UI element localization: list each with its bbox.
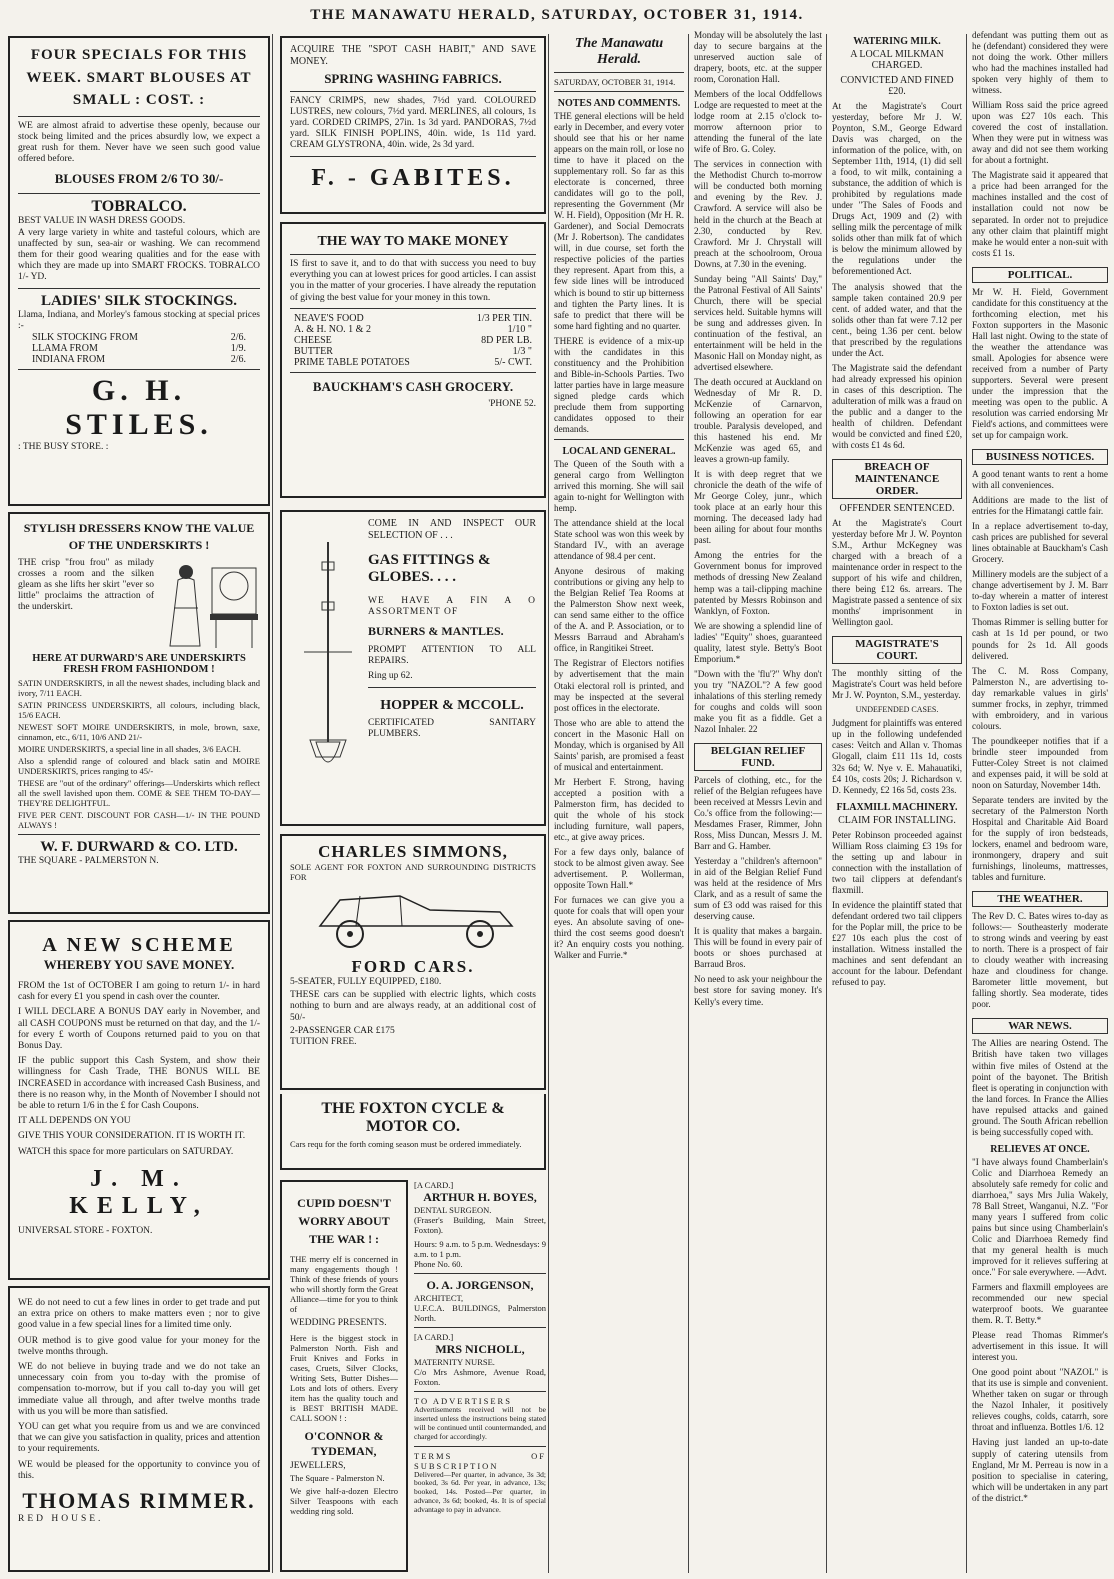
article-paragraph: Monday will be absolutely the last day to secure bargains at the unreserved auction sale of drapery, boots, etc. at the supper room, Coronation Hall.	[694, 30, 822, 85]
advertiser-sub: JEWELLERS,	[290, 1461, 346, 1472]
card-heading: TO ADVERTISERS	[414, 1396, 512, 1407]
ad-line: COME IN AND INSPECT OUR SELECTION OF . . .	[368, 518, 536, 541]
card-heading: TERMS OF SUBSCRIPTION	[414, 1450, 546, 1471]
phone-number: Ring up 62.	[368, 671, 413, 682]
article-paragraph: Having just landed an up-to-date supply of catering utensils from England, Mr M. Perreau is now in a position to specialise in catering, which will be undertaken in any part of the district.*	[972, 1437, 1108, 1503]
section-heading: BREACH OF MAINTENANCE ORDER.	[832, 459, 962, 499]
phone-number: 'PHONE 52.	[488, 398, 536, 409]
item-price: 8D PER LB.	[481, 334, 532, 346]
card-title: DENTAL SURGEON.	[414, 1205, 492, 1216]
column-rule	[688, 34, 689, 1573]
advertiser-name: THE FOXTON CYCLE & MOTOR CO.	[321, 1100, 505, 1136]
ad-sub: WHEREBY YOU SAVE MONEY.	[43, 957, 235, 972]
ad-body: IS first to save it, and to do that with success you need to buy everything you can at lowest prices for good articles. I can assist you in the matter of your groceries. I have already the reputation of giving the best value for your money in this town.	[290, 259, 536, 303]
article-paragraph: The attendance shield at the local State school was won this week by Standard IV., with an average attendance of 98.4 per cent.	[554, 518, 684, 562]
ad-line: NEWEST SOFT MOIRE UNDERSKIRTS, in mole, brown, saxe, cinnamon, etc., 6/11, 10/6 AND 21/-	[18, 721, 260, 742]
item-price: 1/9.	[230, 342, 246, 354]
price-list	[290, 313, 536, 368]
section-heading: NOTES AND COMMENTS.	[557, 98, 681, 110]
advertiser-name: THOMAS RIMMER.	[22, 1488, 256, 1514]
ad-body: IF the public support this Cash System, and show their willingness for Cash Trade, THE BONUS WILL BE INCREASED in accordance with increased Cash Business, and there is no reason why, in the Month of November I should not be able to return 1/6 in the £ for Cash Coupons.	[18, 1056, 260, 1112]
ad-hopper-mccoll	[280, 510, 546, 826]
article-paragraph: At the Magistrate's Court yesterday, before Mr J. W. Poynton, S.M., George Edward Davis was charged, on the information of the police, with, on September 11th, 1914, (1) did sell a food, to wit milk, containing a substance, the addition of which is prohibited by regulations made under "The Sales of Foods and Drugs Act, 1909 and (2) with selling milk the percentage of milk solids other than milk fat of which is below the minimum allowed by the regulations under the beforementioned Act.	[832, 101, 962, 277]
article-paragraph: Among the entries for the Government bonus for improved methods of dressing New Zealand hemp was a tail-clipping machine patented by Messrs Robinson and Wanklyn, of Foxton.	[694, 550, 822, 616]
ad-body: WE are almost afraid to advertise these openly, because our stock being limited and the prices absurdly low, we expect a great rush for them. Never have we seen such good value offered before.	[18, 120, 260, 165]
ad-heading: BURNERS & MANTLES.	[368, 624, 504, 638]
item-name: BUTTER	[294, 345, 333, 357]
item-price: 1/10 "	[507, 323, 532, 335]
section-subheading: UNDEFENDED CASES.	[855, 705, 939, 715]
section-heading: THE WEATHER.	[972, 891, 1108, 907]
ad-body: THE crisp "frou frou" as milady crosses a room and the silken gleam as she lifts her skirt "ever so little" proclaims the attraction of the underskirt.	[18, 557, 154, 613]
ad-line: PROMPT ATTENTION TO ALL REPAIRS.	[368, 645, 536, 667]
section-subheading: CLAIM FOR INSTALLING.	[838, 814, 956, 826]
ad-line: SATIN PRINCESS UNDERSKIRTS, all colours, including black, 15/6 EACH.	[18, 699, 260, 720]
item-name: NEAVE'S FOOD	[294, 312, 364, 324]
ad-body: WATCH this space for more particulars on SATURDAY.	[18, 1146, 234, 1157]
ad-heading: TOBRALCO.	[91, 198, 187, 216]
article-paragraph: Those who are able to attend the concert in the Masonic Hall on Monday, which is organised by All Saints' parish, are promised a feast of musical and entertainment.	[554, 717, 684, 772]
ad-line: BLOUSES FROM 2/6 TO 30/-	[54, 171, 224, 187]
ad-heading: THE WAY TO MAKE MONEY	[317, 234, 509, 249]
ad-lines	[18, 678, 260, 830]
ad-body: THESE cars can be supplied with electric lights, which costs nothing to burn and are always ready, at an additional cost of 50/-	[290, 990, 536, 1023]
article-paragraph: The monthly sitting of the Magistrate's Court was held before Mr J. W. Poynton, S.M., yesterday.	[832, 668, 962, 701]
article-paragraph: "I have always found Chamberlain's Colic and Diarrhoea Remedy an absolutely safe remedy for colic and diarrhoea," says Mrs Julia Wakely, 78 Ball Street, Wanganui, N.Z. "For many years I suffered from colic pains but since using Chamberlain's Colic and Diarrhoea Remedy find that my general health is much improved for it relieves suffering at once." For sale everywhere. —Advt.	[972, 1156, 1108, 1278]
ad-line: FIVE PER CENT. DISCOUNT FOR CASH—1/- IN THE POUND ALWAYS !	[18, 809, 260, 830]
article-paragraph: For furnaces we can give you a quote for coals that will open your eyes. An absolute saving of one-third the cost seems good doesn't it? An enquiry costs you nothing. Walker and Furrie.*	[554, 895, 684, 961]
ad-heading: CUPID DOESN'T WORRY ABOUT THE WAR ! :	[297, 1196, 391, 1246]
column-rule	[966, 34, 967, 1573]
card-hours: Hours: 9 a.m. to 5 p.m. Wednesdays: 9 a.m. to 1 p.m.	[414, 1239, 546, 1260]
ad-heading: STYLISH DRESSERS KNOW THE VALUE OF THE UNDERSKIRTS !	[23, 521, 255, 552]
card-body: Advertisements received will not be inserted unless the instructions being stated will be continued until countermanded, and charged for accordingly.	[414, 1405, 546, 1441]
item-name: A. & H. NO. 1 & 2	[294, 323, 371, 335]
ad-body: WE would be pleased for the opportunity to convince you of this.	[18, 1459, 260, 1481]
ad-line: MOIRE UNDERSKIRTS, a special line in all shades, 3/6 EACH.	[18, 743, 241, 754]
section-heading: WAR NEWS.	[972, 1018, 1108, 1034]
lady-at-dresser-illustration	[160, 558, 260, 650]
section-heading: POLITICAL.	[972, 267, 1108, 283]
card-name: ARTHUR H. BOYES,	[423, 1190, 537, 1205]
article-paragraph: The Allies are nearing Ostend. The British have taken two villages within five miles of Ostend at the point of the bayonet. The British fleet is operating in conjunction with the land forces. In France the Allies have repulsed attacks and gained ground. The South African rebellion is being successfully coped with.	[972, 1038, 1108, 1137]
ad-gabites	[280, 36, 546, 214]
article-paragraph: At the Magistrate's Court yesterday before Mr J. W. Poynton S.M., Arthur McKegney was charged with a breach of a maintenance order in respect to the support of his wife and children, there being £12 6s. arrears. The Magistrate passed a sentence of six months' imprisonment in Wellington gaol.	[832, 517, 962, 628]
article-paragraph: We are showing a splendid line of ladies' "Equity" shoes, guaranteed quality, latest style. Betty's Boot Emporium.*	[694, 620, 822, 664]
ad-body: YOU can get what you require from us and we are convinced that we can give you satisfaction in quality, prices and attention to your requirements.	[18, 1422, 260, 1455]
ad-foxton-cycle	[280, 1094, 546, 1170]
item-price: 5/- CWT.	[494, 356, 532, 368]
advertiser-sub: UNIVERSAL STORE - FOXTON.	[18, 1225, 153, 1236]
price-row	[294, 313, 532, 324]
ad-note: Cars requ for the forth coming season must be ordered immediately.	[290, 1138, 522, 1149]
ad-line: SATIN UNDERSKIRTS, in all the newest shades, including black and ivory, 7/11 EACH.	[18, 677, 260, 698]
article-paragraph: Peter Robinson proceeded against William Ross claiming £3 19s for the setting up and labour in connection with the installation of two tail clippers at defendant's flaxmill.	[832, 829, 962, 895]
ad-heading: FORD CARS.	[351, 957, 475, 977]
article-paragraph: The Magistrate said it appeared that a price had been arranged for the machines installed and the cost of installation could not now be separated. In order not to prejudice any other claim that plaintiff might make he would enter a non-suit with costs £1 1s.	[972, 170, 1108, 258]
article-paragraph: One good point about "NAZOL" is that its use is simple and convenient. Whether taken on sugar or through the Nazol Inhaler, it positively relieves coughs, colds, catarrh, sore throat and influenza. Bottles 1/6. 12	[972, 1367, 1108, 1433]
ad-stiles	[8, 36, 270, 506]
item-price: 1/3 PER TIN.	[476, 312, 532, 324]
article-paragraph: "Down with the 'flu'?" Why don't you try "NAZOL"? A few good inhalations of this sterling remedy for coughs and colds will soon make you fit as a fiddle. Get a Nazol Inhaler. 22	[694, 668, 822, 734]
advertiser-address: The Square - Palmerston N.	[290, 1472, 385, 1483]
article-paragraph: Judgment for plaintiffs was entered up in the following undefended cases: Veitch and Allan v. Thomas Glogall, claim £11 11s 1d, costs 32s 6d; W. Nye v. E. Mahauatiki, £4 10s, costs 20s; J. Richardson v. D. Kennedy, £2 16s 5d, costs 23s.	[832, 718, 962, 795]
ad-note: We give half-a-dozen Electro Silver Teaspoons with each wedding ring sold.	[290, 1485, 398, 1516]
ad-body: FROM the 1st of OCTOBER I am going to return 1/- in hard cash for every £1 you spend in cash over the counter.	[18, 981, 260, 1003]
cards-column	[414, 1180, 546, 1572]
advertiser-name: O'CONNOR & TYDEMAN,	[304, 1429, 384, 1459]
article-paragraph: Additions are made to the list of entries for the Himatangi cattle fair.	[972, 495, 1108, 517]
section-heading: WATERING MILK.	[853, 36, 941, 47]
price-list	[18, 332, 260, 365]
article-paragraph: The C. M. Ross Company, Palmerston N., are advertising to-day remarkable values in girls' summer frocks, in zephyr, trimmed with embroidery, and in various colours.	[972, 665, 1108, 731]
article-paragraph: A good tenant wants to rent a home with all conveniences.	[972, 469, 1108, 491]
ad-rimmer	[8, 1286, 270, 1572]
section-heading: BUSINESS NOTICES.	[972, 449, 1108, 465]
article-paragraph: Sunday being "All Saints' Day," the Patronal Festival of All Saints' Church, there will be special services held. Suitable hymns will be sung and addresses given. In continuation of the festival, an entertainment will be held in the Masonic Hall on Monday night, as advertised elsewhere.	[694, 273, 822, 372]
section-heading: FLAXMILL MACHINERY.	[836, 801, 958, 813]
card-address: C/o Mrs Ashmore, Avenue Road, Foxton.	[414, 1367, 546, 1388]
ad-heading: CHARLES SIMMONS,	[318, 842, 508, 861]
advertiser-sub: : THE BUSY STORE. :	[18, 441, 109, 452]
advertiser-name: BAUCKHAM'S CASH GROCERY.	[312, 378, 514, 394]
item-name: CHEESE	[294, 334, 332, 346]
ad-line: Also a splendid range of coloured and black satin and MOIRE UNDERSKIRTS, prices ranging to 45/-	[18, 755, 260, 776]
price-row	[294, 335, 532, 346]
ad-sub: SOLE AGENT FOR FOXTON AND SURROUNDING DISTRICTS FOR	[290, 862, 536, 883]
advertiser-name: J. M. KELLY,	[69, 1165, 209, 1219]
ad-line: 5-SEATER, FULLY EQUIPPED, £180.	[290, 977, 442, 988]
section-heading: MAGISTRATE'S COURT.	[832, 636, 962, 664]
section-heading: BELGIAN RELIEF FUND.	[694, 743, 822, 771]
general-news-column	[972, 30, 1108, 1575]
ad-body: A very large variety in white and tasteful colours, which are unaffected by sun, sea-air or washing. We can recommend them for their good wearing qualities and for the ease with which they are made up into SMART FROCKS. TOBRALCO 1/- YD.	[18, 227, 260, 283]
advertiser-sub: CERTIFICATED SANITARY PLUMBERS.	[368, 717, 536, 739]
advertiser-sub: THE SQUARE - PALMERSTON N.	[18, 855, 159, 866]
ad-body: OUR method is to give good value for your money for the twelve months through.	[18, 1335, 260, 1357]
article-paragraph: In evidence the plaintiff stated that defendant ordered two tail clippers for the Poplar mill, the price to be £27 10s each plus the cost of installation. Witness installed the machines and sent defendant an account for the labour. Defendant refused to pay.	[832, 899, 962, 987]
article-paragraph: Mr W. H. Field, Government candidate for this constituency at the forthcoming election, met his Foxton supporters in the Masonic Hall last night. Owing to the state of the weather the attendance was small. Apologies for absence were received from a number of Party supporters. Several were present under the impression that the meeting was open to the public. A resolution was carried endorsing Mr Field's actions, and committees were set up for campaign work.	[972, 286, 1108, 441]
advertiser-name: W. F. DURWARD & CO. LTD.	[40, 838, 238, 855]
card-title: MATERNITY NURSE.	[414, 1357, 495, 1368]
ad-line: THESE are "out of the ordinary" offerings—Underskirts which reflect all the swell lavished upon them. COME & SEE THEM TO-DAY—THEY'RE DELIGHTFUL.	[18, 777, 260, 808]
section-heading: LOCAL AND GENERAL.	[562, 445, 676, 457]
article-paragraph: Yesterday a "children's afternoon" in aid of the Belgian Relief Fund was held at the residence of Mrs Clark, and as a result of same the sum of £3 odd was raised for this deserving cause.	[694, 856, 822, 922]
ad-simmons	[280, 834, 546, 1090]
article-paragraph: The death occured at Auckland on Wednesday of Mr R. D. McKenzie of Carnarvon, following an operation for ear trouble. Paralysis developed, and this hastened his end. Mr McKenzie was aged 65, and leaves a grown-up family.	[694, 376, 822, 465]
ad-body: THE merry elf is concerned in many engagements though ! Think of these friends of yours who will shortly form the Great Alliance—time for you to think of	[290, 1254, 398, 1315]
item-price: 1/3 "	[512, 345, 532, 357]
ad-body: I WILL DECLARE A BONUS DAY early in November, and all CASH COUPONS must be returned on that day, and the 1/- for every £ worth of Coupons returned paid to you on that Bonus Day.	[18, 1007, 260, 1052]
article-paragraph: Separate tenders are invited by the secretary of the Palmerston North Hospital and Charitable Aid Board for the supply of iron bedsteads, lockers, enamel and bedroom ware, ironmongery, drapery and suit furnishings, linoleums, mattresses, tables and furniture.	[972, 794, 1108, 883]
price-row	[294, 346, 532, 357]
article-paragraph: The services in connection with the Methodist Church to-morrow will be conducted both morning and evening by the Rev. J. Crawford. A service will also be held in the church at the Beach at 2.30, conducted by Rev. Crawford. Mr J. Chrystall will preach at the schoolroom, Oroua Downs, at 7.30 in the evening.	[694, 159, 822, 269]
local-news-column	[694, 30, 822, 1575]
card-tag: [A CARD.]	[414, 1180, 454, 1190]
item-price: 2/6.	[230, 331, 246, 343]
ad-top-line: ACQUIRE THE "SPOT CASH HABIT," AND SAVE MONEY.	[290, 44, 536, 67]
article-paragraph: The Registrar of Electors notifies by advertisement that the main Otaki electoral roll is printed, and may be inspected at the several post offices in the electorate.	[554, 658, 684, 713]
price-row	[294, 357, 532, 368]
ad-heading: A NEW SCHEME	[42, 934, 236, 956]
article-paragraph: Mr Herbert F. Strong, having accepted a position with a Palmerston firm, has decided to quit the whole of his stock including furniture, wall papers, etc., at give away prices.	[554, 776, 684, 842]
article-paragraph: For a few days only, balance of stock to be almost given away. See advertisement. P. Wollerman, opposite Town Hall.*	[554, 846, 684, 891]
court-news-column	[832, 30, 962, 1575]
ad-body: Llama, Indiana, and Morley's famous stocking at special prices :-	[18, 309, 260, 331]
article-paragraph: The analysis showed that the sample taken contained 20.9 per cent. of added water, and that the solids other than fat were 7.12 per cent., being 1.36 per cent. below that prescribed by the regulations under the Act.	[832, 281, 962, 358]
price-row	[32, 354, 246, 365]
article-paragraph: In a replace advertisement to-day, cash prices are published for several lines obtainable at Bauckham's Cash Grocery.	[972, 521, 1108, 565]
article-paragraph: Members of the local Oddfellows Lodge are requested to meet at the lodge room at 2.15 o'clock to-morrow afternoon prior to attending the funeral of the late wife of Bro. G. Coley.	[694, 89, 822, 155]
advertiser-name: F. - GABITES.	[311, 164, 515, 191]
article-paragraph: It is with deep regret that we chronicle the death of the wife of Mr George Coley, junr., which took place at an early hour this morning. The deceased lady had been ailing for about four months past.	[694, 469, 822, 546]
article-paragraph: The Queen of the South with a general cargo from Wellington arrived this morning. She will sail again to-night for Wellington with hemp.	[554, 458, 684, 514]
item-name: LLAMA FROM	[32, 342, 98, 354]
ad-durward	[8, 512, 270, 914]
article-paragraph: No need to ask your neighbour the best store for saving money. It's Kelly's every time.	[694, 974, 822, 1007]
ad-sub: BEST VALUE IN WASH DRESS GOODS.	[18, 216, 186, 227]
ad-heading: LADIES' SILK STOCKINGS.	[40, 292, 238, 309]
article-paragraph: The poundkeeper notifies that if a brindle steer impounded from Futter-Coley Street is not claimed and expenses paid, it will be sold at noon on Saturday, November 14th.	[972, 735, 1108, 790]
article-paragraph: It is quality that makes a bargain. This will be found in every pair of boots or shoes purchased at Barraud Bros.	[694, 926, 822, 970]
ad-body: WE do not need to cut a few lines in order to get trade and put an extra price on others to make matters even ; nor to give good value in a few special lines for a limited time only.	[18, 1298, 260, 1331]
ad-kelly	[8, 920, 270, 1280]
advertiser-name: G. H. STILES.	[65, 373, 213, 441]
ad-line: 2-PASSENGER CAR £175	[290, 1025, 395, 1036]
advertiser-name: HOPPER & MCCOLL.	[380, 697, 524, 713]
article-paragraph: THE general elections will be held early in December, and every voter should see that his or her name appears on the main roll, or lose no time to have it placed on the supplementary roll. So far as this electorate is concerned, three candidates will go to the poll, representing the Government (Mr W. H. Field), Opposition (Mr H. R. Gardener), and Social Democrats (Mr J. Robertson). The candidates will, in due course, set forth the respective policies of the parties they represent. Apart from this, a few side lines will be introduced which is bound to stir up bitterness and tighten the Party lines. It is safe to predict that there will be some hard fighting and no quarter.	[554, 111, 684, 331]
ad-cupid	[280, 1180, 408, 1572]
article-paragraph: The Rev D. C. Bates wires to-day as follows:— Southeasterly moderate to strong winds and veering by east to north. There is a prospect of fair to cloudy weather with increasing haze and cloudiness for change. Barometer little movement, but falling shortly. Sea moderate, tides poor.	[972, 911, 1108, 1010]
section-subheading: CONVICTED AND FINED £20.	[840, 75, 954, 97]
article-paragraph: William Ross said the price agreed upon was £27 10s each. This covered the cost of installation. When they were put in witness was away and did not see them working for about a fortnight.	[972, 100, 1108, 166]
item-name: PRIME TABLE POTATOES	[294, 356, 410, 368]
ad-bauckham	[280, 222, 546, 498]
section-heading: RELIEVES AT ONCE.	[990, 1143, 1090, 1155]
ad-heading: GAS FITTINGS & GLOBES. . . .	[368, 551, 491, 585]
item-name: SILK STOCKING FROM	[32, 331, 138, 343]
article-paragraph: Please read Thomas Rimmer's advertisement in this issue. It will interest you.	[972, 1330, 1108, 1363]
column-rule	[272, 34, 273, 1573]
card-tag: [A CARD.]	[414, 1332, 454, 1343]
card-title: ARCHITECT,	[414, 1293, 464, 1304]
price-row	[32, 332, 246, 343]
article-paragraph: Anyone desirous of making contributions or giving any help to the Belgian Relief Tea Rooms at the Palmerston Show next week, can send same either to the office of the A. and P. Association, or to Messrs Barraud and Abraham's office, in Rangitikei Street.	[554, 566, 684, 654]
article-paragraph: The Magistrate said the defendant had already expressed his opinion in cases of this description. The adulteration of milk was a fraud on the public and a danger to the health of children. Defendant would be convicted and fined £20, with costs £1 4s 6d.	[832, 362, 962, 450]
card-name: MRS NICHOLL,	[435, 1342, 525, 1357]
card-body: Delivered—Per quarter, in advance, 3s 3d; booked, 3s 6d. Per year, in advance, 13s; booked, 14s. Posted—Per quarter, in advance, 3s 6d; booked, 4s. It is of special advantage to pay in advance.	[414, 1469, 546, 1515]
card-name: O. A. JORGENSON,	[426, 1278, 534, 1293]
article-paragraph: defendant was putting them out as he (defendant) considered they were not doing the work. Other millers who had the machines installed had spoken very highly of them to witness.	[972, 30, 1108, 96]
article-paragraph: Farmers and flaxmill employees are recommended our new special waterproof boots. We guarantee them. R. T. Betty.*	[972, 1282, 1108, 1326]
ad-body: Here is the biggest stock in Palmerston North. Fish and Fruit Knives and Forks in cases, Cruets, Silver Clocks, Writing Sets, Butter Dishes—Lots and lots of others. Every item has the quality touch and is BEST BRITISH MADE. CALL SOON ! :	[290, 1333, 398, 1424]
card-address: U.F.C.A. BUILDINGS, Palmerston North.	[414, 1303, 546, 1324]
section-subheading: A LOCAL MILKMAN CHARGED.	[850, 49, 944, 71]
column-rule	[826, 34, 827, 1573]
ad-heading: FOUR SPECIALS FOR THIS WEEK. SMART BLOUSES AT SMALL : COST. :	[26, 47, 252, 108]
masthead: THE MANAWATU HERALD, SATURDAY, OCTOBER 31, 1914.	[310, 7, 804, 23]
card-address: (Fraser's Building, Main Street, Foxton).	[414, 1215, 546, 1236]
ad-heading: SPRING WASHING FABRICS.	[324, 70, 502, 86]
column-rule	[548, 34, 549, 1573]
ad-body: FANCY CRIMPS, new shades, 7½d yard. COLOURED LUSTRES, new colours, 7½d yard. MERLINES, all colours, 1s yard. CORDED CRIMPS, 27in. 1s 3d yard. PANDORAS, 7½d yard. SILK FINISH POPLINS, 40in. wide, 1s 11d yard. CREAM GLYSTRONA, 40in. wide, 2s 3d yard.	[290, 95, 536, 151]
ford-car-illustration	[290, 882, 536, 952]
gas-lamp-illustration	[294, 542, 362, 792]
ad-line: TUITION FREE.	[290, 1037, 357, 1048]
ad-body: IT ALL DEPENDS ON YOU	[18, 1116, 131, 1127]
editorial-column	[554, 30, 684, 1575]
ad-body: GIVE THIS YOUR CONSIDERATION. IT IS WORTH IT.	[18, 1131, 246, 1142]
card-phone: Phone No. 60.	[414, 1259, 463, 1270]
article-paragraph: Thomas Rimmer is selling butter for cash at 1s 1d per pound, or two pounds for 2s 1d. All goods delivered.	[972, 617, 1108, 661]
price-row	[32, 343, 246, 354]
section-subheading: OFFENDER SENTENCED.	[839, 502, 955, 514]
ad-subheading: WEDDING PRESENTS.	[290, 1318, 387, 1329]
ad-subheading: HERE AT DURWARD'S ARE UNDERSKIRTS FRESH FROM FASHIONDOM !	[32, 652, 246, 675]
price-row	[294, 324, 532, 335]
paper-title: The Manawatu Herald.	[574, 36, 664, 67]
article-paragraph: Parcels of clothing, etc., for the relief of the Belgian refugees have been received at Messrs Levin and Co.'s office from the following:— Mesdames Fraser, Rimmer, John Ross, Miss Duncan, Messrs J. M. Barr and G. Hamber.	[694, 774, 822, 852]
article-paragraph: THERE is evidence of a mix-up with the candidates in this constituency and the Prohibition and Bible-in-Schools Parties. Two latter parties have in large measure signed pledge cards which preclude them from supporting candidates opposed to their demands.	[554, 335, 684, 434]
item-name: INDIANA FROM	[32, 353, 106, 365]
ad-line: WE HAVE A FIN A O ASSORTMENT OF	[368, 595, 536, 617]
article-paragraph: Millinery models are the subject of a change advertisement by J. M. Barr to-day wherein a matter of interest to Foxton ladies is set out.	[972, 569, 1108, 613]
item-price: 2/6.	[230, 353, 246, 365]
date-line: SATURDAY, OCTOBER 31, 1914.	[554, 77, 676, 87]
advertiser-sub: RED HOUSE.	[18, 1514, 104, 1525]
ad-body: WE do not believe in buying trade and we do not take an unnecessary coin from you to-day with the promise of compensation to-morrow, but if you call to-day you will get immediate value all through, and after twelve months trade with us you will be more than satisfied.	[18, 1362, 260, 1417]
